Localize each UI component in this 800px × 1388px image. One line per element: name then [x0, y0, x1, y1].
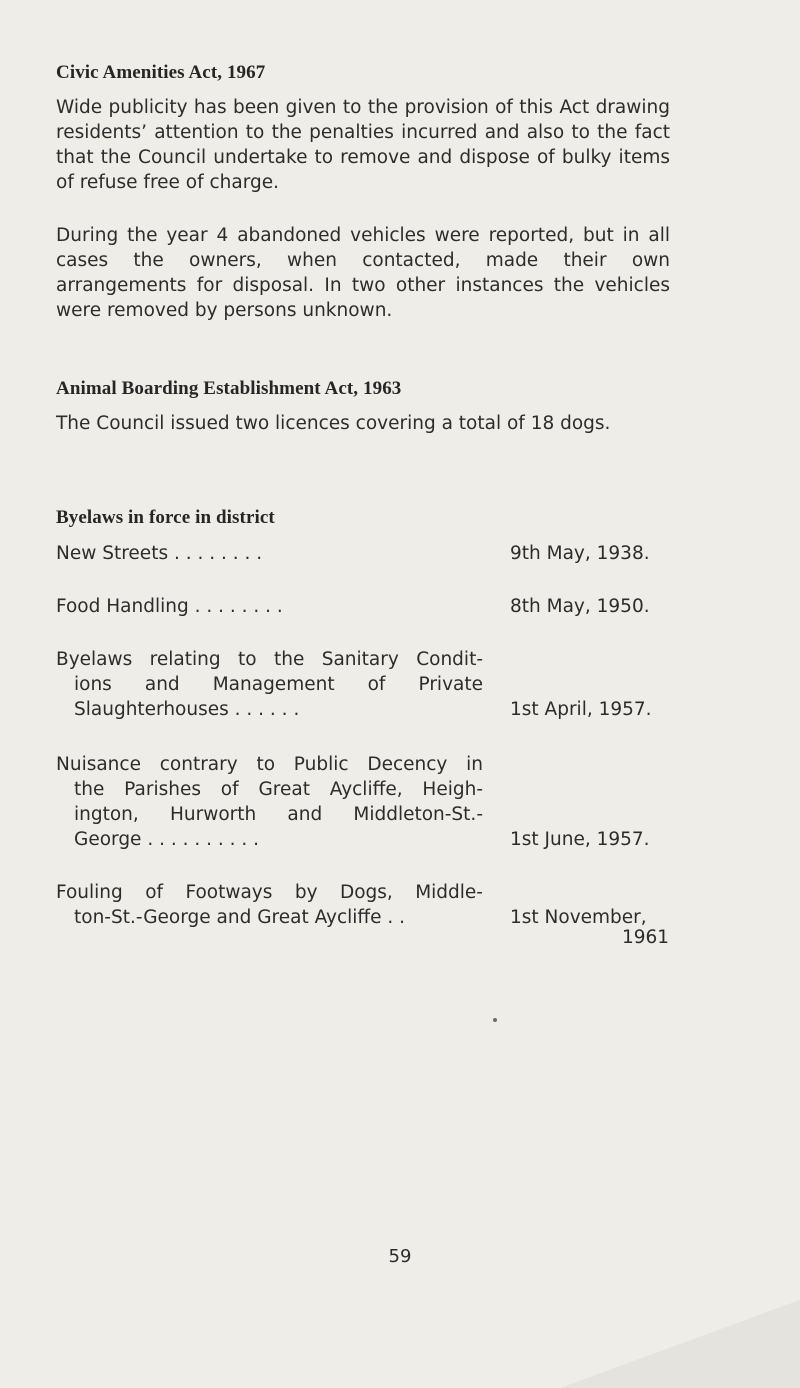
- byelaw-label-line: the Parishes of Great Aycliffe, Heigh-: [74, 779, 483, 800]
- paper-speck: [493, 1018, 497, 1022]
- byelaw-label: [56, 880, 483, 930]
- section-heading-civic-amenities: Civic Amenities Act, 1967: [56, 62, 266, 83]
- byelaw-label: [56, 594, 483, 619]
- byelaw-label-line: Fouling of Footways by Dogs, Middle-: [56, 882, 483, 903]
- byelaw-label: [56, 647, 483, 722]
- section-heading-animal-boarding: Animal Boarding Establishment Act, 1963: [56, 378, 402, 399]
- byelaw-label-line: ions and Management of Private: [74, 674, 483, 695]
- byelaw-date: 8th May, 1950.: [510, 596, 650, 617]
- byelaw-label-line: ton-St.-George and Great Aycliffe . .: [74, 907, 406, 928]
- byelaw-date-continuation: 1961: [622, 927, 670, 948]
- byelaw-label-line: George . . . . . . . . . .: [74, 829, 260, 850]
- animal-boarding-paragraph: The Council issued two licences covering a total of 18 dogs.: [56, 413, 611, 434]
- byelaw-label-line: ington, Hurworth and Middleton-St.-: [74, 804, 483, 825]
- byelaw-date: 1st November,: [510, 907, 647, 928]
- civic-amenities-paragraph-2: During the year 4 abandoned vehicles were reported, but in all cases the owners, when contacted, made their own arrangements for disposal. In two other instances the vehicles were removed by persons unknown.: [56, 225, 670, 321]
- byelaw-label-line: Food Handling . . . . . . . .: [56, 596, 283, 617]
- byelaw-label: [56, 752, 483, 852]
- byelaw-label: [56, 541, 483, 566]
- byelaw-date: 1st April, 1957.: [510, 699, 652, 720]
- civic-amenities-paragraph-1: Wide publicity has been given to the provision of this Act drawing residents’ attention to the penalties incurred and also to the fact that the Council undertake to remove and dispose of bulky items of refuse free of charge.: [56, 97, 670, 193]
- page-number: 59: [388, 1246, 412, 1267]
- byelaw-label-line: Nuisance contrary to Public Decency in: [56, 754, 483, 775]
- byelaw-label-line: Slaughterhouses . . . . . .: [74, 699, 300, 720]
- byelaw-label-line: Byelaws relating to the Sanitary Condit-: [56, 649, 483, 670]
- byelaw-label-line: New Streets . . . . . . . .: [56, 543, 263, 564]
- section-heading-byelaws: Byelaws in force in district: [56, 507, 275, 528]
- byelaw-date: 9th May, 1938.: [510, 543, 650, 564]
- byelaw-date: 1st June, 1957.: [510, 829, 650, 850]
